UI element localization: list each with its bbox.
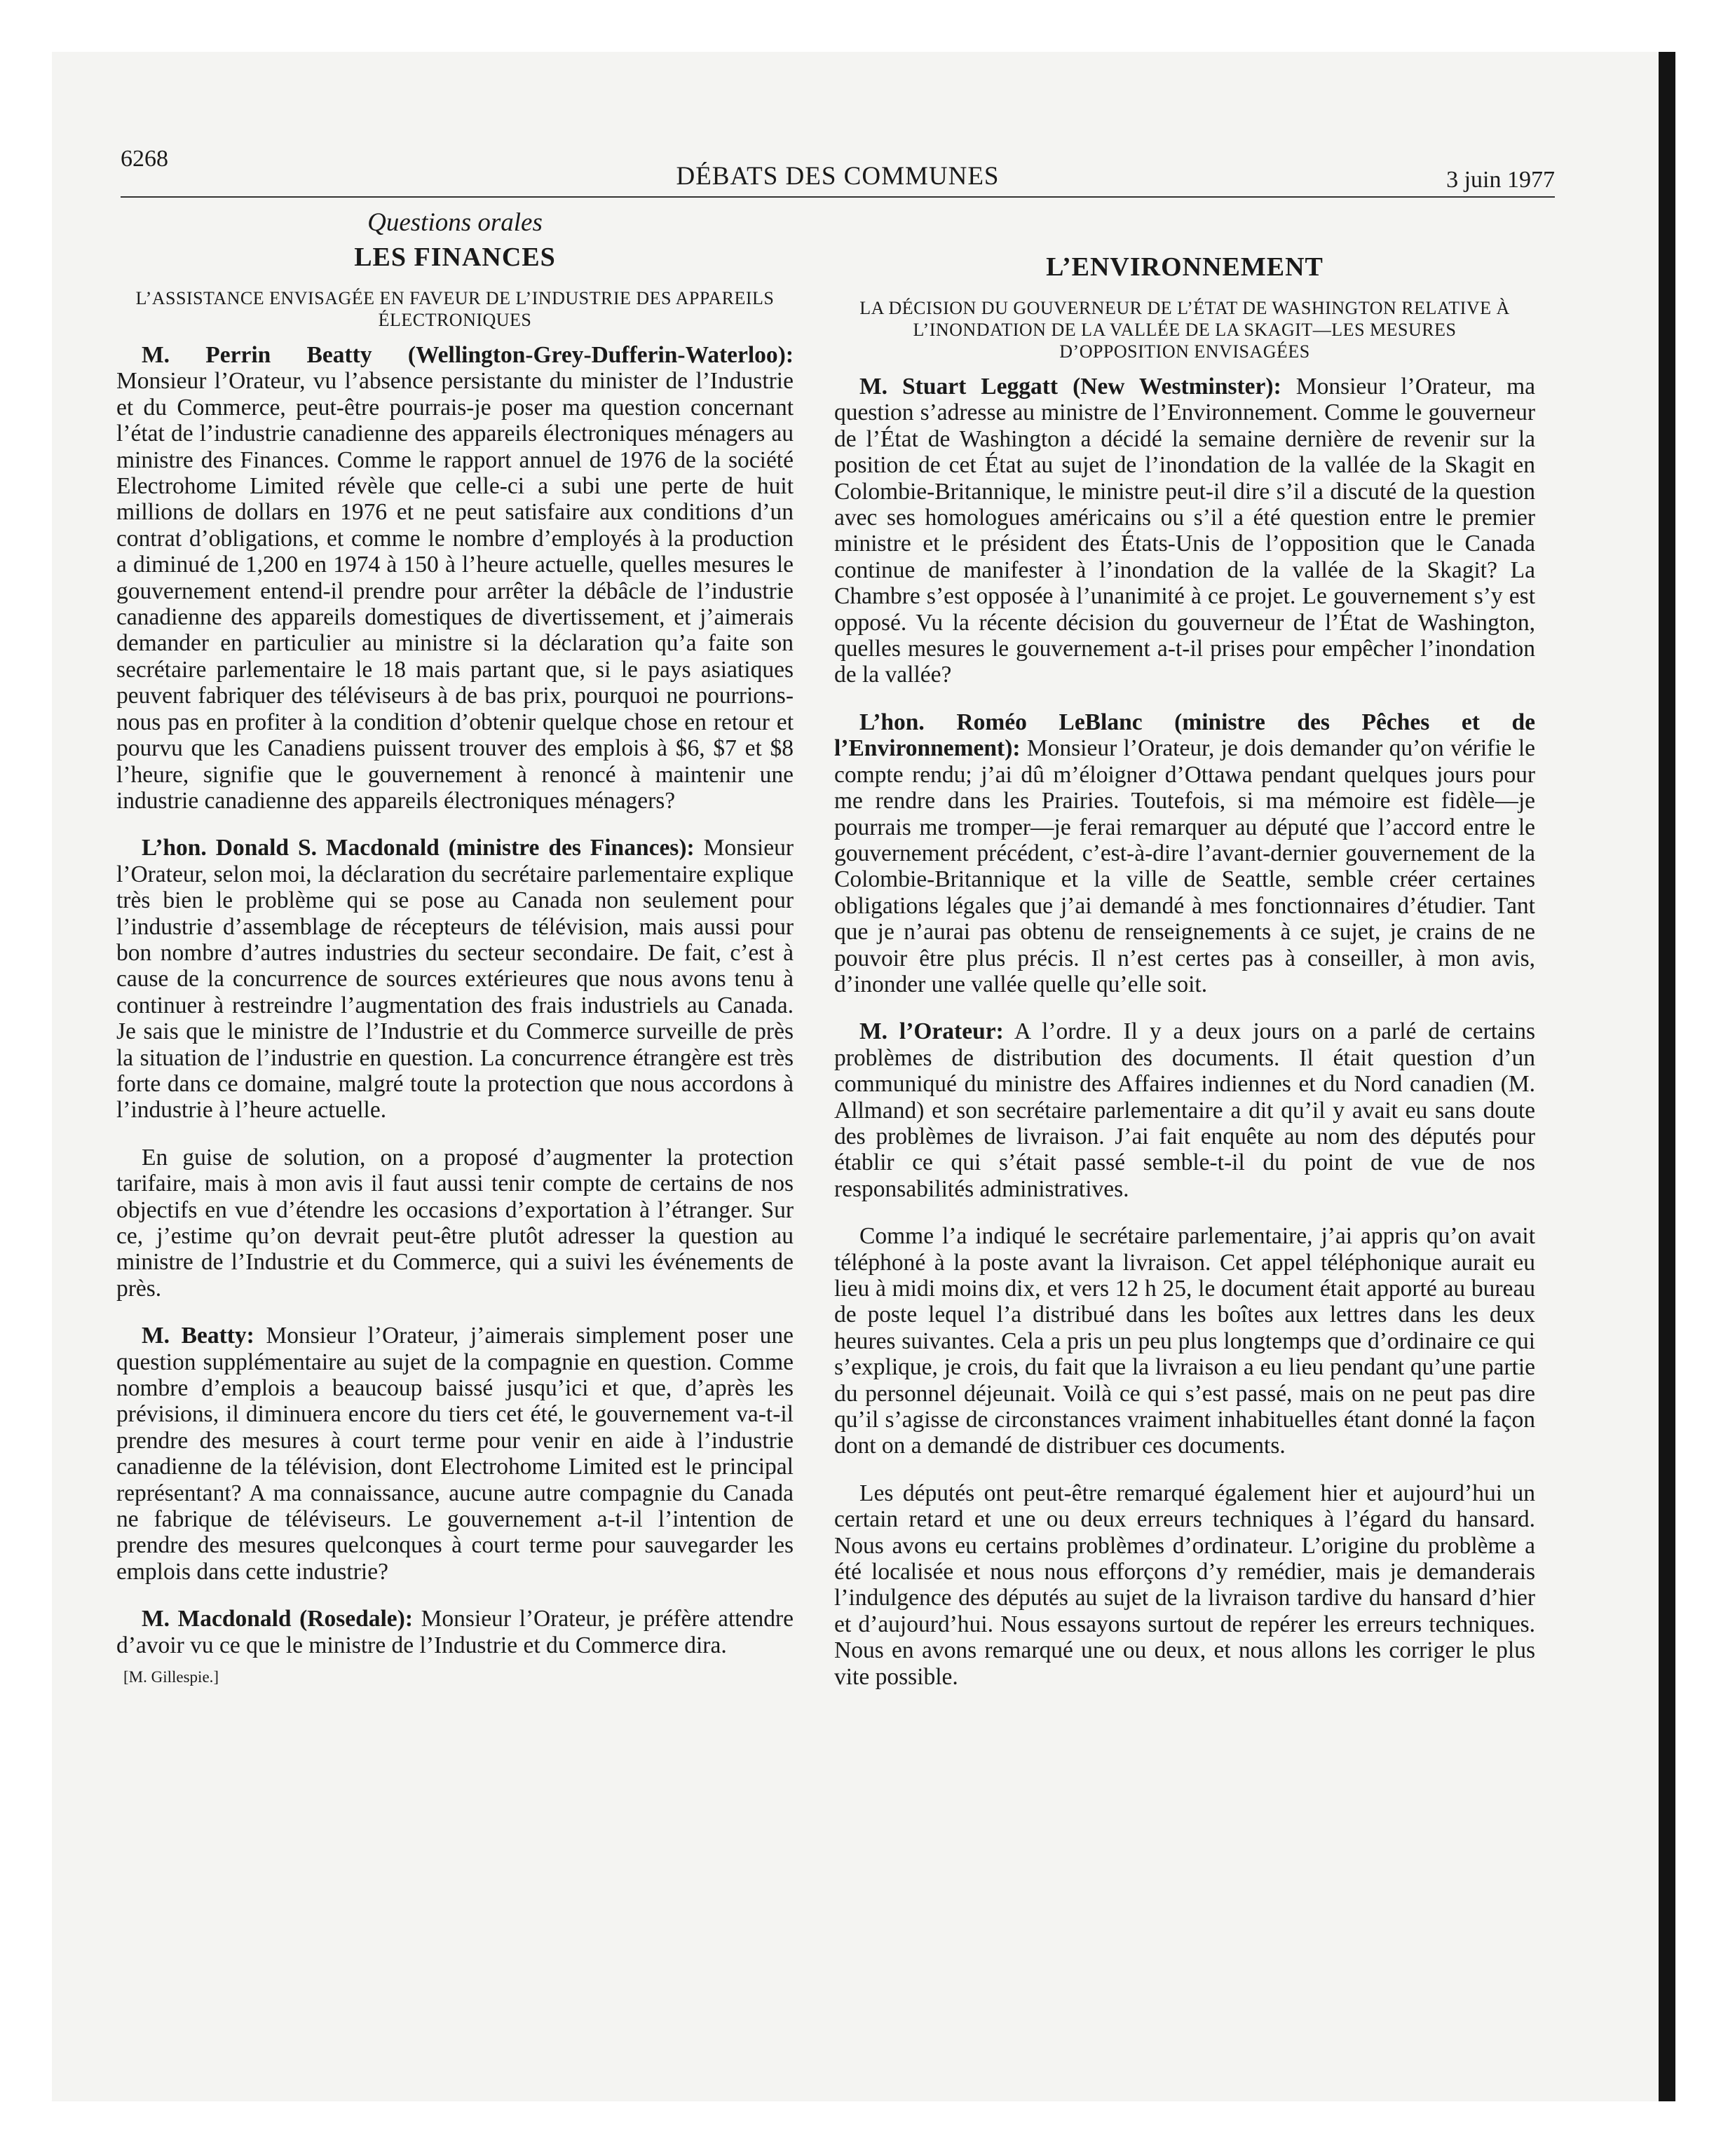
paragraph: [834, 709, 1535, 997]
speaker-name: L’hon. Donald S. Macdonald (ministre des Finances):: [142, 835, 695, 861]
paragraph-text: En guise de solution, on a proposé d’augmenter la protection tarifaire, mais à mon avis il faut aussi tenir compte de certains de nos objectifs en vue d’étendre les occasions d’exportation à l’étranger. Sur ce, j’estime qu’on devrait peut-être plutôt adresser la question au ministre de l’Industrie et du Commerce, qui a suivi les événements de près.: [116, 1144, 794, 1302]
paragraph-text: Monsieur l’Orateur, j’aimerais simplement poser une question supplémentaire au sujet de la compagnie en question. Comme nombre d’emplois a beaucoup baissé jusqu’ici et que, d’après les prévisions, il diminuera encore du tiers cet été, le gouvernement va-t-il prendre des mesures à court terme pour venir en aide à l’industrie canadienne de la télévision, dont Electrohome Limited est le principal représentant? A ma connaissance, aucune autre compagnie du Canada ne fabrique de téléviseurs. Le gouvernement a-t-il l’intention de prendre des mesures quelconques à court terme pour sauvegarder les emplois dans cette industrie?: [116, 1323, 794, 1585]
section-subtitle: Questions orales: [367, 208, 543, 237]
paragraph-text: Monsieur l’Orateur, selon moi, la déclaration du secrétaire parlementaire explique très bien le problème qui se pose au Canada non seulement pour l’industrie d’assemblage de récepteurs de télévision, mais aussi pour bon nombre d’autres industries du secteur secondaire. De fait, c’est à cause de la concurrence de sources extérieures que nous avons tenu à continuer à restreindre l’augmentation des frais industriels au Canada. Je sais que le ministre de l’Industrie et du Commerce surveille de près la situation de l’industrie en question. La concurrence étrangère est très forte dans ce domaine, malgré toute la protection que nous accordons à l’industrie à l’heure actuelle.: [116, 835, 794, 1124]
speaker-name: M. Macdonald (Rosedale):: [142, 1606, 413, 1632]
paragraph-text: Monsieur l’Orateur, vu l’absence persistante du minister de l’Industrie et du Commerce, peut-être pourrais-je poser ma question concernant l’état de l’industrie canadienne des appareils électroniques ménagers au ministre des Finances. Comme le rapport annuel de 1976 de la société Electrohome Limited révèle que celle-ci a subi une perte de huit millions de dollars en 1976 et ne peut satisfaire aux conditions d’un contrat d’obligations, et comme le nombre d’employés à la production a diminué de 1,200 en 1974 à 150 à l’heure actuelle, quelles mesures le gouvernement entend-il prendre pour arrêter la débâcle de l’industrie canadienne des appareils domestiques de divertissement, et j’aimerais demander en particulier au ministre si la déclaration qu’a faite son secrétaire parlementaire le 18 mais partant que, si le pays asiatiques peuvent fabriquer des téléviseurs à de bas prix, pourquoi ne pourrions-nous pas en profiter à la condition d’obtenir quelque chose en retour et pourvu que les Canadiens puissent trouver des emplois à $6, $7 et $8 l’heure, signifie que le gouvernement à renoncé à maintenir une industrie canadienne des appareils électroniques ménagers?: [116, 368, 794, 814]
paragraph: [116, 1145, 794, 1302]
speaker-name: M. l’Orateur:: [859, 1018, 1004, 1045]
journal-title: DÉBATS DES COMMUNES: [676, 162, 1000, 191]
subject-heading: L’ASSISTANCE ENVISAGÉE EN FAVEUR DE L’INDUSTRIE DES APPAREILS ÉLECTRONIQUES: [135, 288, 775, 330]
paragraph-text: Monsieur l’Orateur, ma question s’adresse au ministre de l’Environnement. Comme le gouverneur de l’État de Washington a décidé la semaine dernière de revenir sur la position de cet État au sujet de l’inondation de la vallée de la Skagit en Colombie-Britannique, le ministre peut-il dire s’il a discuté de la question avec ses homologues américains ou s’il a été question entre le premier ministre et le président des États-Unis de l’opposition que le Canada continue de manifester à l’inondation de la vallée de la Skagit? La Chambre s’est opposée à l’unanimité à ce projet. Le gouvernement s’y est opposé. Vu la récente décision du gouverneur de l’État de Washington, quelles mesures le gouvernement a-t-il prises pour empêcher l’inondation de la vallée?: [834, 374, 1535, 688]
paragraph: [116, 1606, 794, 1658]
paragraph-text: Monsieur l’Orateur, je dois demander qu’on vérifie le compte rendu; j’ai dû m’éloigner d’Ottawa pendant quelques jours pour me rendre dans les Prairies. Toutefois, si ma mémoire est fidèle—je pourrais me tromper—je ferai remarquer au député que l’accord entre le gouvernement précédent, c’est-à-dire l’avant-dernier gouvernement de la Colombie-Britannique et la ville de Seattle, semble créer certaines obligations légales que j’ai demandé à mes fonctionnaires d’étudier. Tant que je n’aurai pas obtenu de renseignements à ce sujet, je crains de ne pouvoir être plus précis. Il n’est certes pas à conseiller, à mon avis, d’inonder une vallée quelle qu’elle soit.: [834, 735, 1535, 997]
section-title-environment: L’ENVIRONNEMENT: [1046, 252, 1324, 282]
header-rule: [121, 196, 1555, 198]
paragraph: [834, 374, 1535, 688]
paragraph-text: A l’ordre. Il y a deux jours on a parlé de certains problèmes de distribution des documents. Il était question d’un communiqué du ministre des Affaires indiennes et du Nord canadien (M. Allmand) et son secrétaire parlementaire a dit qu’il y avait eu sans doute des problèmes de livraison. J’ai fait enquête au nom des députés pour établir ce qui s’était passé semble-t-il du point de vue de nos responsabilités administratives.: [834, 1018, 1536, 1202]
subject-heading: LA DÉCISION DU GOUVERNEUR DE L’ÉTAT DE WASHINGTON RELATIVE À L’INONDATION DE LA VALLÉE DE LA SKAGIT—LES MESURES D’OPPOSITION ENVISAGÉES: [859, 298, 1510, 362]
speaker-name: M. Beatty:: [142, 1323, 254, 1349]
paragraph: [834, 1018, 1535, 1202]
paragraph: [116, 1323, 794, 1585]
right-column: [834, 207, 1535, 1711]
scan-edge-bar: [1659, 52, 1675, 2101]
paragraph: [834, 1223, 1535, 1459]
paragraph-text: Comme l’a indiqué le secrétaire parlementaire, j’ai appris qu’on avait téléphoné à la poste avant la livraison. Cet appel téléphonique aurait eu lieu à midi moins dix, et vers 12 h 25, le document était apporté au bureau de poste lequel l’a distribué dans les boîtes aux lettres dans les deux heures suivantes. Cela a pris un peu plus longtemps que d’ordinaire ce qui s’explique, je crois, du fait que la livraison a eu lieu pendant qu’une partie du personnel déjeunait. Voilà ce qui s’est passé, mais on ne peut pas dire qu’il s’agisse de circonstances vraiment inhabituelles étant donné la façon dont on a demandé de distribuer ces documents.: [834, 1223, 1535, 1459]
speaker-name: M. Perrin Beatty (Wellington-Grey-Dufferin-Waterloo):: [142, 342, 794, 368]
header-date: 3 juin 1977: [1446, 167, 1555, 193]
section-title-finances: LES FINANCES: [354, 243, 556, 272]
paragraph: [116, 835, 794, 1123]
paragraph-text: Monsieur l’Orateur, je préfère attendre d’avoir vu ce que le ministre de l’Industrie et du Commerce dira.: [116, 1606, 794, 1658]
left-column: [116, 207, 794, 1686]
page-header: [121, 146, 1555, 196]
paragraph: [834, 1480, 1535, 1690]
speaker-name: L’hon. Roméo LeBlanc (ministre des Pêches et de l’Environnement):: [834, 709, 1535, 762]
paragraph: [116, 342, 794, 814]
page-number: 6268: [121, 146, 168, 172]
speaker-name: M. Stuart Leggatt (New Westminster):: [859, 374, 1281, 400]
footnote: [M. Gillespie.]: [123, 1668, 219, 1686]
paragraph-text: Les députés ont peut-être remarqué également hier et aujourd’hui un certain retard et une ou deux erreurs techniques à l’égard du hansard. Nous avons eu certains problèmes d’ordinateur. L’origine du problème a été localisée et nous nous efforçons d’y remédier, mais je demanderais l’indulgence des députés au sujet de la livraison tardive du hansard d’hier et d’aujourd’hui. Nous essayons surtout de repérer les erreurs techniques. Nous en avons remarqué une ou deux, et nous allons les corriger le plus vite possible.: [834, 1480, 1535, 1690]
